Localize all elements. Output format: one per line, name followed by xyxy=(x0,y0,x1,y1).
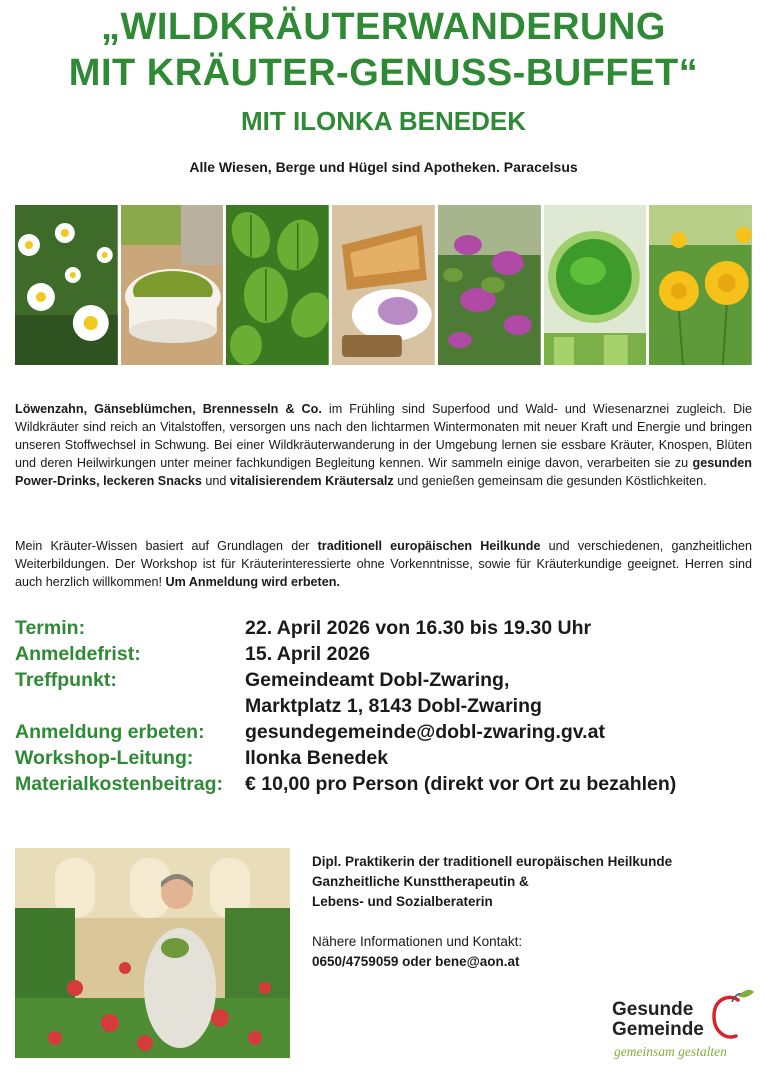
logo-line-1: Gesunde xyxy=(612,999,694,1020)
leitung-value: Ilonka Benedek xyxy=(245,747,389,769)
dandelion-photo xyxy=(649,205,752,365)
contact-label: Nähere Informationen und Kontakt: xyxy=(312,934,523,949)
bio-line-1: Dipl. Praktikerin der traditionell europäischen Heilkunde xyxy=(312,854,673,869)
title-line-2: MIT KRÄUTER-GENUSS-BUFFET“ xyxy=(68,52,699,94)
paracelsus-quote: Alle Wiesen, Berge und Hügel sind Apotheken. Paracelsus xyxy=(189,159,578,175)
title-line-1: „WILDKRÄUTERWANDERUNG xyxy=(101,6,666,48)
leitung-label: Workshop-Leitung: xyxy=(15,747,194,769)
apple-icon xyxy=(708,988,754,1040)
detail-row-kosten xyxy=(15,773,752,799)
anmeldung-email[interactable]: gesundegemeinde@dobl-zwaring.gv.at xyxy=(245,721,605,743)
knowledge-text-1: Mein Kräuter-Wissen basiert auf Grundlagen der xyxy=(15,539,318,553)
intro-text-3: und genießen gemeinsam die gesunden Köstlichkeiten. xyxy=(393,474,707,488)
termin-value: 22. April 2026 von 16.30 bis 19.30 Uhr xyxy=(245,617,592,639)
anmeldung-label: Anmeldung erbeten: xyxy=(15,721,205,743)
intro-bold-drinks: gesunden Power-Drinks, leckeren Snacks xyxy=(15,456,752,488)
knowledge-text-2: und verschiedenen, ganzheitlichen Weiterbildungen. Der Workshop ist für Kräuterinteressierte ohne Vorkenntnisse, sowie für Kräuterkundige geeignet. Herren sind auch herzlich willkommen! xyxy=(15,539,752,589)
contact-oder: oder xyxy=(398,954,436,969)
nettle-leaves-photo xyxy=(226,205,329,365)
contact-phone[interactable]: 0650/4759059 xyxy=(312,954,399,969)
detail-row-treffpunkt-address xyxy=(15,695,752,721)
green-smoothie-photo xyxy=(544,205,647,365)
treffpunkt-value-1: Gemeindeamt Dobl-Zwaring, xyxy=(245,669,510,691)
intro-text-2: und xyxy=(201,474,230,488)
bio-line-3: Lebens- und Sozialberaterin xyxy=(312,894,493,909)
intro-paragraph xyxy=(15,400,752,490)
herb-snacks-photo xyxy=(332,205,435,365)
kosten-value: € 10,00 pro Person (direkt vor Ort zu bezahlen) xyxy=(245,773,677,795)
anmeldefrist-value: 15. April 2026 xyxy=(245,643,371,665)
logo-tagline: gemeinsam gestalten xyxy=(614,1044,727,1059)
purple-deadnettle-photo xyxy=(438,205,541,365)
knowledge-bold-tradition: traditionell europäischen Heilkunde xyxy=(317,539,541,553)
detail-row-treffpunkt xyxy=(15,669,752,695)
contact-email[interactable]: bene@aon.at xyxy=(435,954,520,969)
herb-paste-bowl-photo xyxy=(121,205,224,365)
bio-line-2: Ganzheitliche Kunsttherapeutin & xyxy=(312,874,529,889)
intro-bold-herbs: Löwenzahn, Gänseblümchen, Brennesseln & Co. xyxy=(15,402,322,416)
gesunde-gemeinde-logo xyxy=(612,988,757,1063)
detail-row-leitung xyxy=(15,747,752,773)
knowledge-paragraph xyxy=(15,537,752,591)
detail-row-anmeldung xyxy=(15,721,752,747)
logo-line-2: Gemeinde xyxy=(612,1019,704,1040)
subtitle: MIT ILONKA BENEDEK xyxy=(240,106,527,136)
kosten-label: Materialkostenbeitrag: xyxy=(15,773,224,795)
herb-photo-strip xyxy=(15,205,752,365)
treffpunkt-label: Treffpunkt: xyxy=(15,669,117,691)
termin-label: Termin: xyxy=(15,617,86,639)
detail-row-anmeldefrist xyxy=(15,643,752,669)
detail-row-termin xyxy=(15,617,752,643)
contact-line xyxy=(312,952,520,972)
anmeldefrist-label: Anmeldefrist: xyxy=(15,643,141,665)
daisies-photo xyxy=(15,205,118,365)
treffpunkt-value-2: Marktplatz 1, 8143 Dobl-Zwaring xyxy=(245,695,542,717)
knowledge-bold-registration: Um Anmeldung wird erbeten. xyxy=(165,575,340,589)
intro-text-1: im Frühling sind Superfood und Wald- und Wiesenarznei zugleich. Die Wildkräuter sind reich an Vitalstoffen, versorgen uns nach den lichtarmen Wintermonaten mit neuer Kraft und Energie und bringen unseren Stoffwechsel in Schwung. Bei einer Wildkräuterwanderung in der Umgebung lernen sie essbare Kräuter, Knospen, Blüten und deren Heilwirkungen unter meiner fachkundigen Begleitung kennen. Wir sammeln einige davon, verarbeiten sie zu xyxy=(15,402,752,470)
instructor-portrait-photo xyxy=(15,848,290,1058)
intro-bold-salt: vitalisierendem Kräutersalz xyxy=(229,474,394,488)
